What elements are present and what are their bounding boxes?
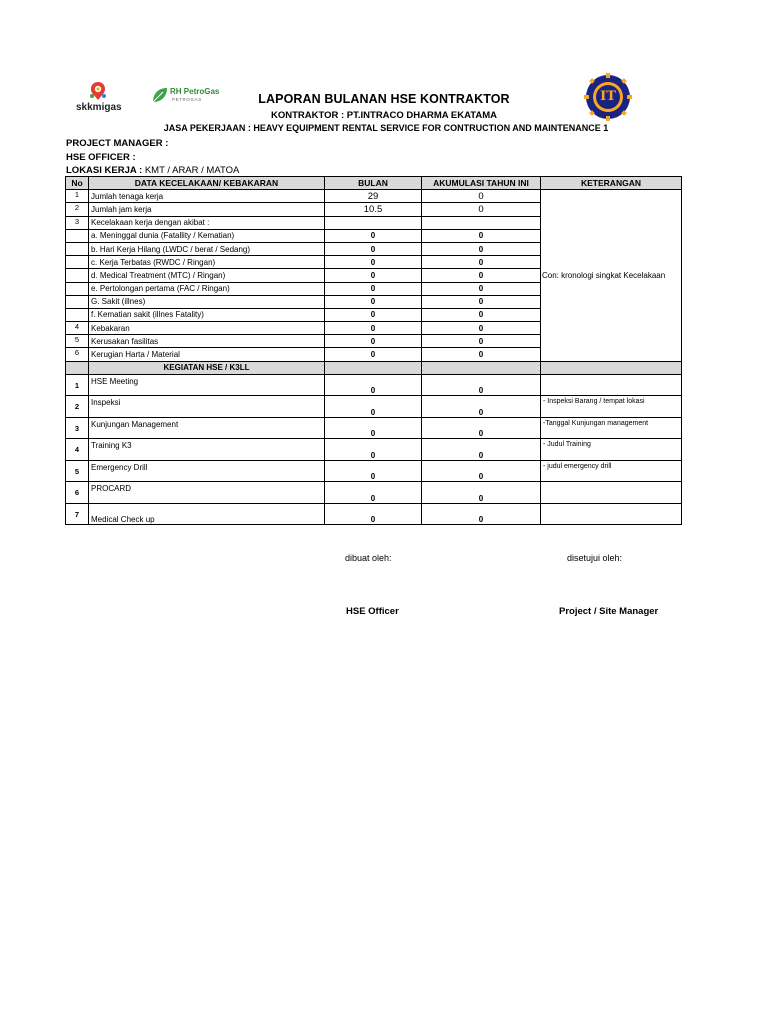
activity-keterangan [541,503,682,525]
row-akumulasi-value: 0 [422,269,541,282]
activity-bulan-value: 0 [325,503,422,525]
row-label: a. Meninggal dunia (Fatallity / Kematian) [89,229,325,242]
header-no: No [66,177,89,190]
activity-bulan-value: 0 [325,374,422,396]
table-row [66,190,682,203]
row-label: e. Pertolongan pertama (FAC / Ringan) [89,282,325,295]
header-data: DATA KECELAKAAN/ KEBAKARAN [89,177,325,190]
project-manager-label: PROJECT MANAGER : [66,138,169,149]
row-akumulasi-value [422,216,541,229]
row-akumulasi-value: 0 [422,242,541,255]
activity-akumulasi-value: 0 [422,503,541,525]
activity-bulan-value: 0 [325,396,422,418]
manager-signature-role: Project / Site Manager [559,606,659,617]
row-bulan-value: 0 [325,229,422,242]
row-label: Kerusakan fasilitas [89,335,325,348]
row-bulan-value: 0 [325,295,422,308]
activity-keterangan: - Inspeksi Barang / tempat lokasi [541,396,682,418]
activity-keterangan: - judul emergency drill [541,460,682,482]
row-label: Kebakaran [89,322,325,335]
row-label: b. Hari Kerja Hilang (LWDC / berat / Sedang) [89,242,325,255]
row-label: Jumlah tenaga kerja [89,190,325,203]
activity-keterangan [541,482,682,504]
activity-bulan-value: 0 [325,482,422,504]
row-akumulasi-value: 0 [422,203,541,216]
row-bulan-value: 0 [325,282,422,295]
hse-officer-label: HSE OFFICER : [66,152,136,163]
hse-report-table [65,176,682,525]
activity-akumulasi-value: 0 [422,439,541,461]
row-bulan-value: 0 [325,335,422,348]
row-number [66,269,89,282]
row-akumulasi-value: 0 [422,190,541,203]
activity-keterangan: - Judul Training [541,439,682,461]
header-akumulasi: AKUMULASI TAHUN INI [422,177,541,190]
row-number: 1 [66,190,89,203]
row-akumulasi-value: 0 [422,229,541,242]
activity-akumulasi-value: 0 [422,482,541,504]
activity-number: 1 [66,374,89,396]
section-ket-cell [541,361,682,374]
emblem-letters: IT [600,89,616,104]
table-row [66,482,682,504]
activity-label: Medical Check up [89,503,325,525]
activity-bulan-value: 0 [325,439,422,461]
activity-label: Training K3 [89,439,325,461]
work-location [66,165,239,176]
row-number: 4 [66,322,89,335]
row-bulan-value: 29 [325,190,422,203]
table-row [66,439,682,461]
table-row [66,396,682,418]
activity-number: 7 [66,503,89,525]
row-akumulasi-value: 0 [422,256,541,269]
row-number: 6 [66,348,89,361]
row-akumulasi-value: 0 [422,308,541,321]
activity-number: 2 [66,396,89,418]
row-akumulasi-value: 0 [422,322,541,335]
row-label: f. Kematian sakit (illnes Fatality) [89,308,325,321]
header-bulan: BULAN [325,177,422,190]
row-number: 3 [66,216,89,229]
table-row [66,374,682,396]
activity-number: 6 [66,482,89,504]
row-number [66,229,89,242]
section2-title: KEGIATAN HSE / K3LL [89,361,325,374]
job-description: JASA PEKERJAAN : HEAVY EQUIPMENT RENTAL SERVICE FOR CONTRUCTION AND MAINTENANCE 1 [163,123,609,133]
hse-officer-signature-role: HSE Officer [346,606,399,617]
row-number [66,282,89,295]
activity-number: 5 [66,460,89,482]
row-akumulasi-value: 0 [422,282,541,295]
activity-label: PROCARD [89,482,325,504]
section-akum-cell [422,361,541,374]
row-bulan-value: 0 [325,242,422,255]
petrogas-subtext: PETROGAS [172,97,202,102]
activity-keterangan [541,374,682,396]
row-bulan-value: 0 [325,322,422,335]
work-location-value: KMT / ARAR / MATOA [142,165,240,176]
accident-section [66,190,682,361]
table-header-row [66,177,682,190]
activity-label: HSE Meeting [89,374,325,396]
row-number: 5 [66,335,89,348]
row-bulan-value: 0 [325,308,422,321]
activity-akumulasi-value: 0 [422,417,541,439]
row-label: Jumlah jam kerja [89,203,325,216]
activity-akumulasi-value: 0 [422,396,541,418]
activity-number: 4 [66,439,89,461]
skkmigas-wordmark: skkmigas [76,102,122,113]
row-label: Kerugian Harta / Material [89,348,325,361]
prepared-by-label: dibuat oleh: [345,553,392,563]
header-keterangan: KETERANGAN [541,177,682,190]
activity-section [66,374,682,525]
activity-label: Kunjungan Management [89,417,325,439]
row-number: 2 [66,203,89,216]
row-label: Kecelakaan kerja dengan akibat : [89,216,325,229]
section-no-cell [66,361,89,374]
report-title: LAPORAN BULANAN HSE KONTRAKTOR [258,92,510,106]
work-location-label: LOKASI KERJA : [66,165,143,176]
approved-by-label: disetujui oleh: [567,553,623,563]
table-row [66,417,682,439]
section-bulan-cell [325,361,422,374]
activity-label: Inspeksi [89,396,325,418]
row-number [66,308,89,321]
activity-akumulasi-value: 0 [422,460,541,482]
contractor-line: KONTRAKTOR : PT.INTRACO DHARMA EKATAMA [270,110,498,121]
row-akumulasi-value: 0 [422,295,541,308]
activity-label: Emergency Drill [89,460,325,482]
activity-akumulasi-value: 0 [422,374,541,396]
row-bulan-value: 10.5 [325,203,422,216]
row-bulan-value: 0 [325,269,422,282]
activity-number: 3 [66,417,89,439]
petrogas-wordmark: RH PetroGas [170,87,220,96]
row-akumulasi-value: 0 [422,335,541,348]
table-row [66,503,682,525]
row-number [66,242,89,255]
activity-keterangan: -Tanggal Kunjungan management [541,417,682,439]
row-label: c. Kerja Terbatas (RWDC / Ringan) [89,256,325,269]
row-bulan-value: 0 [325,256,422,269]
row-label: G. Sakit (illnes) [89,295,325,308]
row-bulan-value [325,216,422,229]
row-number [66,256,89,269]
row-number [66,295,89,308]
row-akumulasi-value: 0 [422,348,541,361]
row-bulan-value: 0 [325,348,422,361]
table-row [66,460,682,482]
section-header-row [66,361,682,374]
keterangan-note: Con: kronologi singkat Kecelakaan [541,190,682,361]
activity-bulan-value: 0 [325,417,422,439]
activity-bulan-value: 0 [325,460,422,482]
row-label: d. Medical Treatment (MTC) / Ringan) [89,269,325,282]
